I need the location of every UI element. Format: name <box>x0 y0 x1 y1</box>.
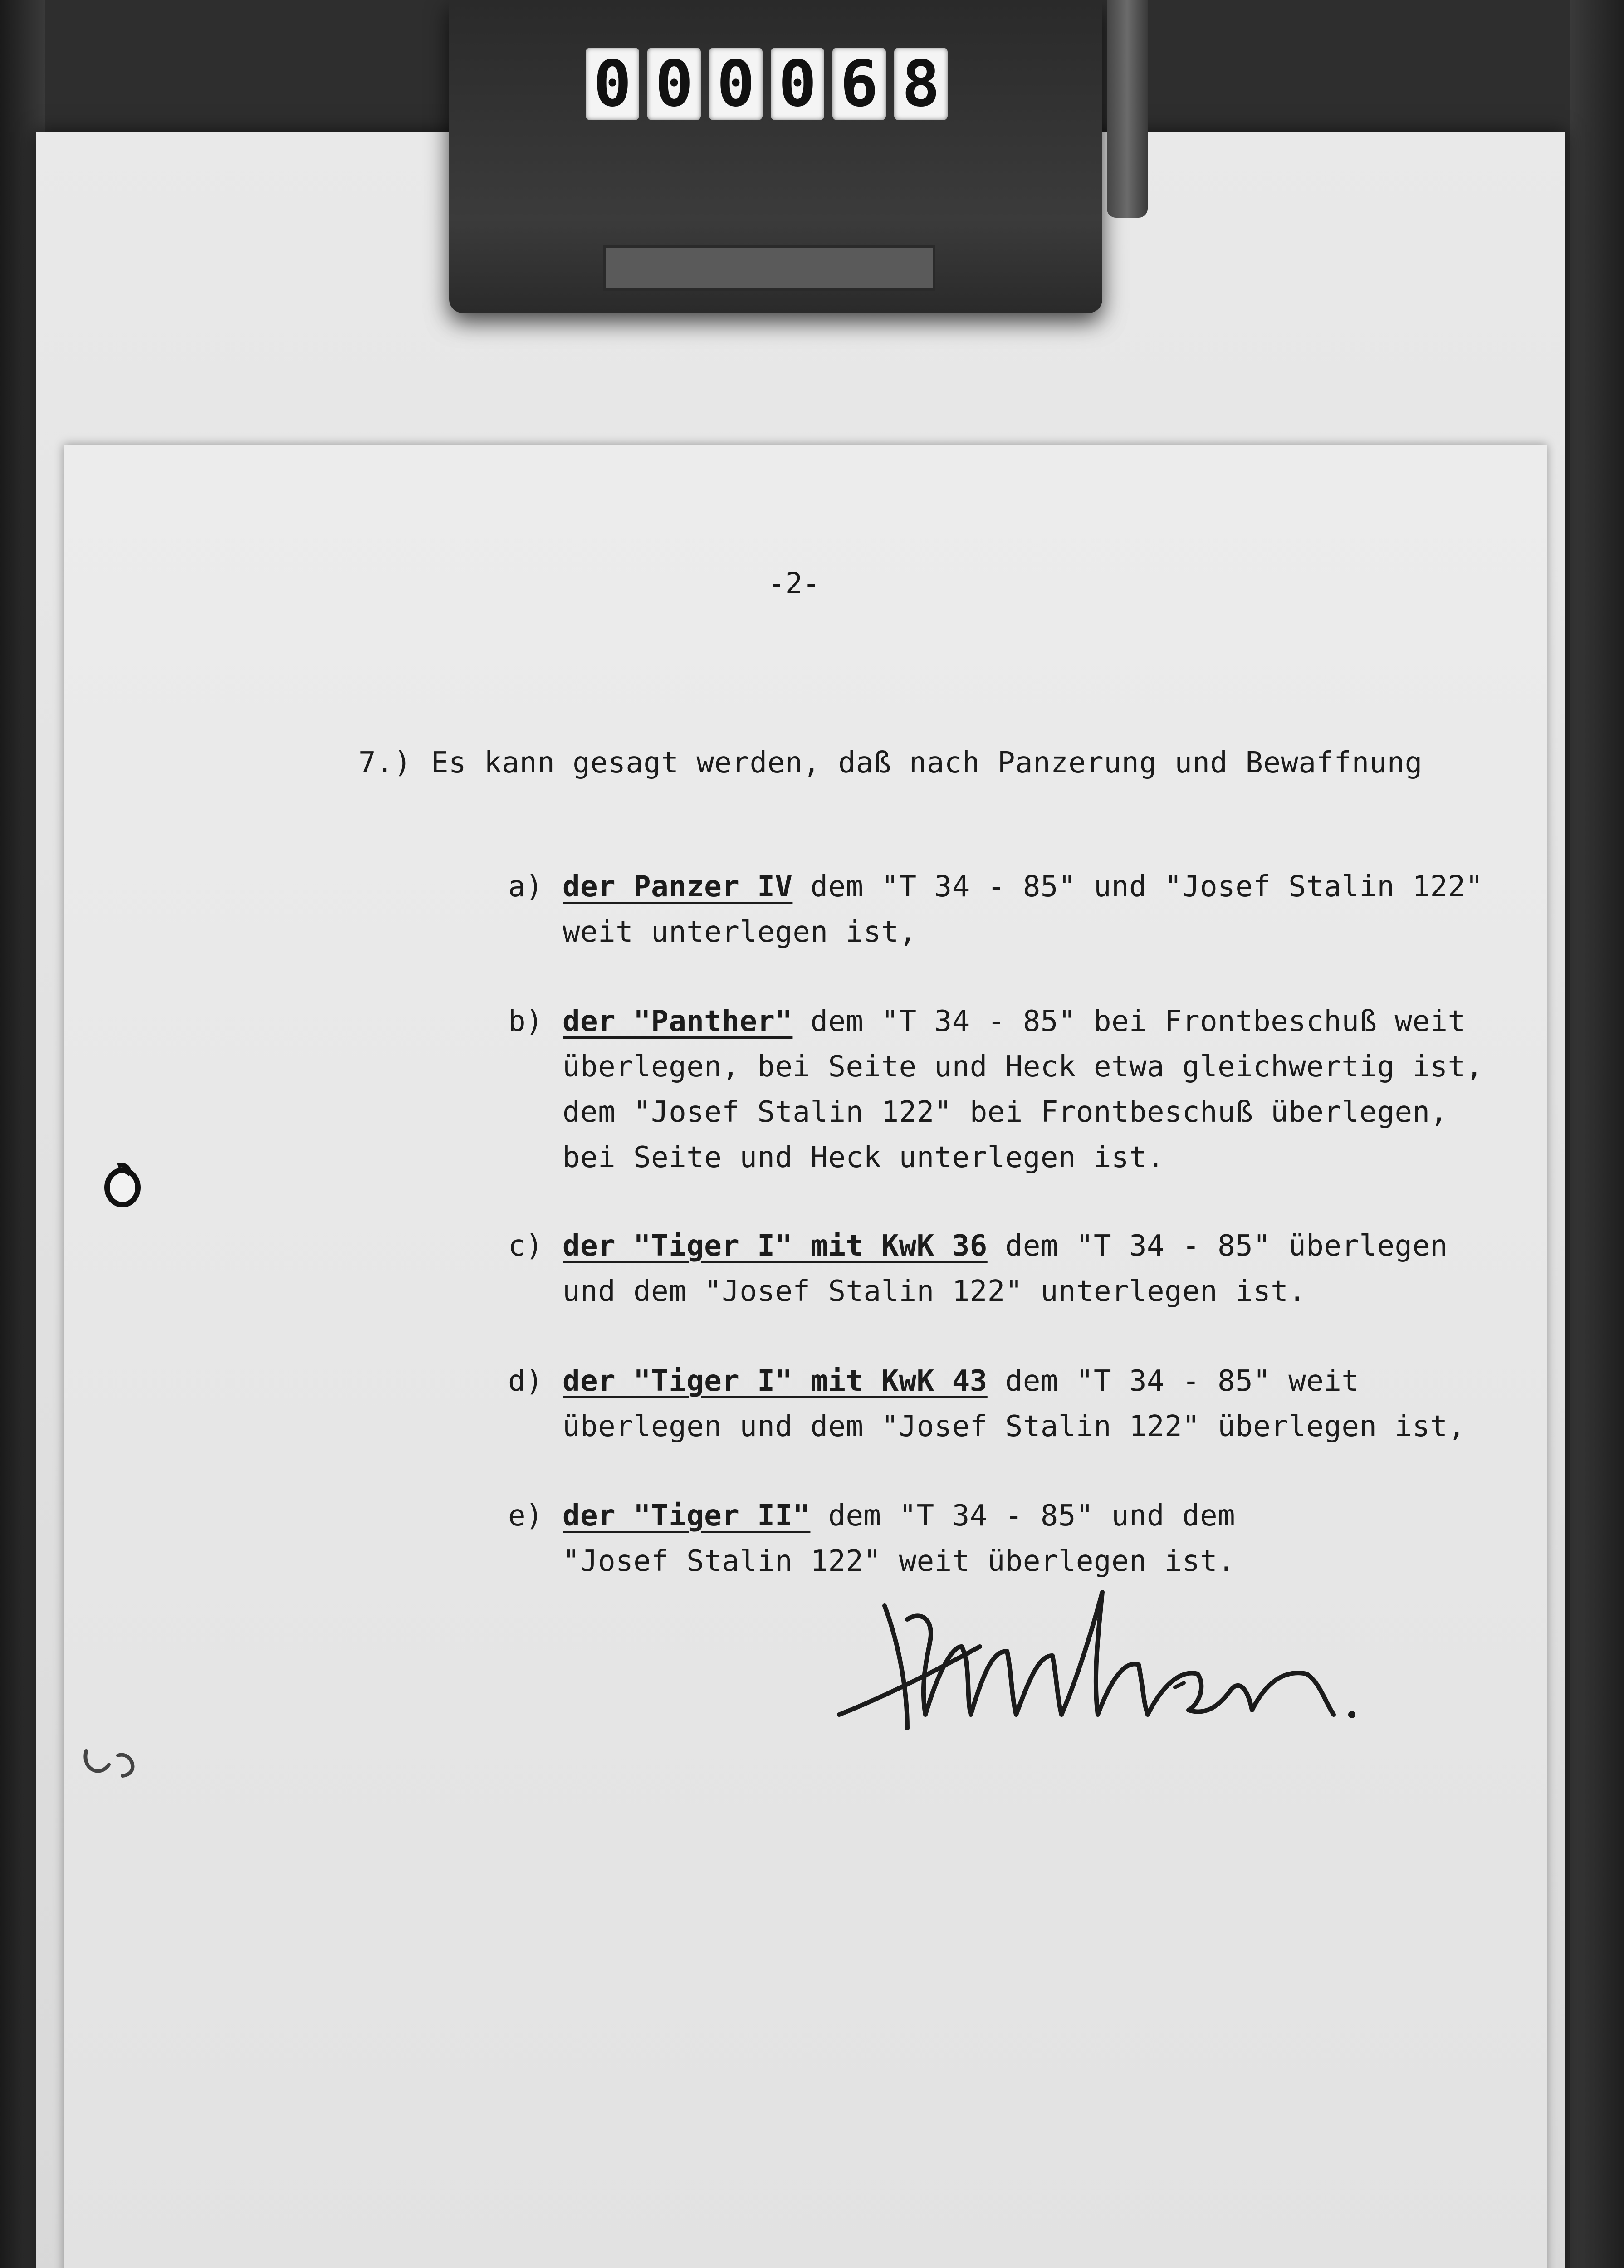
item-a-line-1 <box>563 870 1483 904</box>
item-d-line-1 <box>563 1364 1359 1398</box>
item-e-label: e) <box>508 1499 543 1533</box>
item-b-line-2: überlegen, bei Seite und Heck etwa gleichwertig ist, <box>563 1050 1483 1084</box>
counter-digit: 0 <box>709 48 763 120</box>
item-c-line-1 <box>563 1229 1448 1263</box>
margin-mark <box>77 1733 168 1787</box>
clip-plate <box>603 245 935 291</box>
intro-text: Es kann gesagt werden, daß nach Panzerung und Bewaffnung <box>431 746 1423 780</box>
item-a-line-2: weit unterlegen ist, <box>563 915 917 949</box>
item-b-label: b) <box>508 1005 543 1038</box>
punch-hole <box>100 1161 145 1211</box>
item-c-text-1: dem "T 34 - 85" überlegen <box>987 1229 1448 1263</box>
item-d-text-1: dem "T 34 - 85" weit <box>987 1364 1360 1398</box>
page-number: -2- <box>768 567 820 601</box>
item-b-subject: der "Panther" <box>563 1005 793 1038</box>
item-b-line-1 <box>563 1005 1466 1038</box>
item-d-label: d) <box>508 1364 543 1398</box>
counter-digit: 0 <box>586 48 639 120</box>
item-e-text-1: dem "T 34 - 85" und dem <box>810 1499 1236 1533</box>
counter-digit: 8 <box>894 48 948 120</box>
item-a-text-1: dem "T 34 - 85" und "Josef Stalin 122" <box>792 870 1483 904</box>
item-a-label: a) <box>508 870 543 904</box>
handwritten-signature <box>830 1579 1375 1751</box>
counter-digit: 0 <box>647 48 701 120</box>
item-a-subject: der Panzer IV <box>563 870 793 904</box>
intro-number: 7.) <box>358 746 412 780</box>
counter-digit: 0 <box>771 48 824 120</box>
counter-digit: 6 <box>832 48 886 120</box>
item-b-line-3: dem "Josef Stalin 122" bei Frontbeschuß überlegen, <box>563 1095 1448 1129</box>
item-b-text-1: dem "T 34 - 85" bei Frontbeschuß weit <box>792 1005 1466 1038</box>
item-d-subject: der "Tiger I" mit KwK 43 <box>563 1364 988 1398</box>
item-e-subject: der "Tiger II" <box>563 1499 811 1533</box>
item-c-label: c) <box>508 1229 543 1263</box>
item-b-line-4: bei Seite und Heck unterlegen ist. <box>563 1141 1165 1174</box>
frame-counter <box>576 45 957 122</box>
clip-lever <box>1107 0 1148 218</box>
item-c-line-2: und dem "Josef Stalin 122" unterlegen ist. <box>563 1275 1306 1308</box>
item-e-line-1 <box>563 1499 1235 1533</box>
item-c-subject: der "Tiger I" mit KwK 36 <box>563 1229 988 1263</box>
background-right <box>1570 0 1624 2268</box>
item-d-line-2: überlegen und dem "Josef Stalin 122" überlegen ist, <box>563 1410 1466 1443</box>
item-e-line-2: "Josef Stalin 122" weit überlegen ist. <box>563 1545 1236 1578</box>
document-sheet <box>64 445 1547 2268</box>
